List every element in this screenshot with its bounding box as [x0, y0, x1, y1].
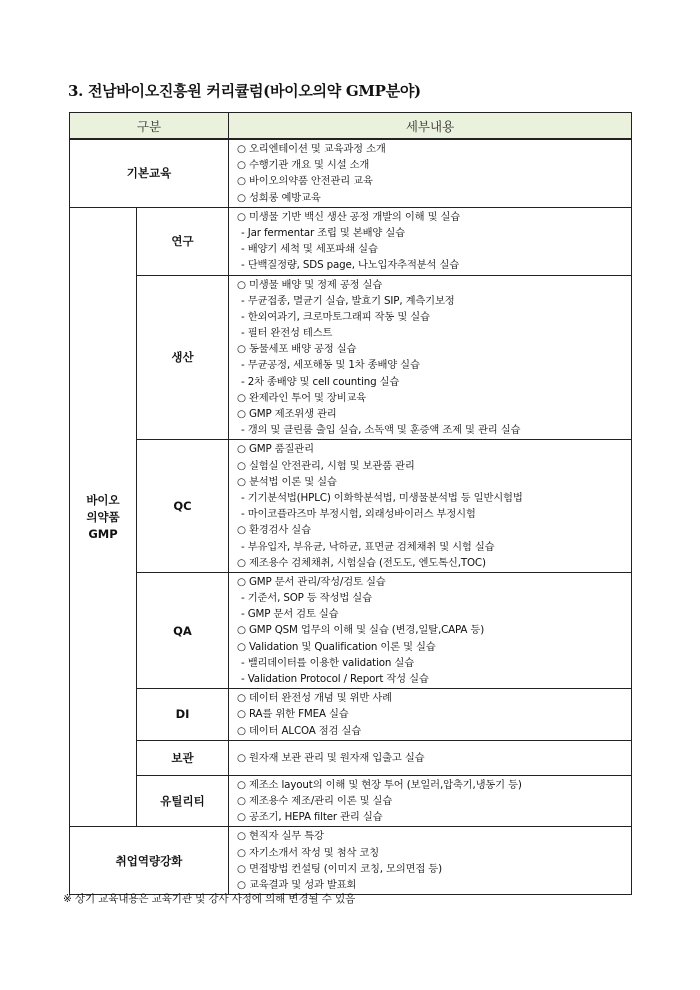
table-row — [70, 775, 632, 827]
list-item: ○ 미생물 기반 백신 생산 공정 개발의 이해 및 실습 — [237, 210, 461, 223]
list-item: ○ 완제라인 투어 및 장비교육 — [237, 391, 367, 404]
list-item: ○ RA를 위한 FMEA 실습 — [237, 708, 349, 721]
list-item: ○ Validation 및 Qualification 이론 및 실습 — [237, 640, 436, 653]
details-qa — [229, 572, 632, 688]
details-employment — [229, 827, 632, 895]
sub-item: - 기기분석법(HPLC) 이화학분석법, 미생물분석법 등 일반시험법 — [241, 491, 523, 504]
sub-item: - 기준서, SOP 등 작성법 실습 — [241, 592, 372, 605]
sub-item: - 2차 종배양 및 cell counting 실습 — [241, 375, 400, 388]
list-item: ○ 실험실 안전관리, 시험 및 보관품 관리 — [237, 459, 415, 472]
section-title: 3. 전남바이오진흥원 커리큘럼(바이오의약 GMP분야) — [68, 82, 421, 100]
subcategory-di: DI — [137, 689, 229, 741]
list-item: ○ 수행기관 개요 및 시설 소개 — [237, 159, 370, 172]
header-category: 구분 — [70, 113, 229, 140]
list-item: ○ 원자재 보관 관리 및 원자재 입출고 실습 — [237, 751, 425, 764]
list-item: ○ 제조용수 제조/관리 이론 및 실습 — [237, 794, 393, 807]
sub-item: - Jar fermentar 조립 및 본배양 실습 — [241, 226, 405, 239]
sub-item: - Validation Protocol / Report 작성 실습 — [241, 673, 429, 685]
sub-item: - 밸리데이터를 이용한 validation 실습 — [241, 656, 415, 669]
list-item: ○ 공조기, HEPA filter 관리 실습 — [237, 811, 383, 824]
details-research — [229, 207, 632, 275]
sub-item: - 단백질정량, SDS page, 나노입자추적분석 실습 — [241, 259, 460, 272]
group-label-line: 의약품 — [86, 509, 120, 524]
subcategory-qa: QA — [137, 572, 229, 688]
list-item: ○ 오리엔테이션 및 교육과정 소개 — [237, 143, 386, 155]
subcategory-production: 생산 — [137, 275, 229, 440]
sub-item: - 배양기 세척 및 세포파쇄 실습 — [241, 243, 378, 256]
sub-item: - 무균접종, 멸균기 실습, 발효기 SIP, 계측기보정 — [241, 294, 455, 307]
list-item: ○ 동물세포 배양 공정 실습 — [237, 343, 357, 356]
table-row — [70, 440, 632, 573]
subcategory-qc: QC — [137, 440, 229, 573]
group-label-line: 바이오 — [86, 492, 120, 507]
list-item: ○ 분석법 이론 및 실습 — [237, 475, 337, 488]
list-item: ○ GMP 문서 관리/작성/검토 실습 — [237, 575, 386, 588]
list-item: ○ 데이터 ALCOA 점검 실습 — [237, 724, 362, 737]
details-basic — [229, 139, 632, 207]
details-utility — [229, 775, 632, 827]
category-basic: 기본교육 — [70, 139, 229, 207]
list-item: ○ 면접방법 컨설팅 (이미지 코칭, 모의면접 등) — [237, 862, 442, 875]
table-row — [70, 275, 632, 440]
sub-item: - 부유입자, 부유균, 낙하균, 표면균 검체채취 및 시험 실습 — [241, 540, 495, 553]
list-item: ○ 제조소 layout의 이해 및 현장 투어 (보일러,압축기,냉동기 등) — [237, 778, 522, 791]
details-storage — [229, 740, 632, 775]
subcategory-research: 연구 — [137, 207, 229, 275]
category-biopharma-gmp — [70, 207, 137, 827]
list-item: ○ 데이터 완전성 개념 및 위반 사례 — [237, 692, 392, 705]
table-row — [70, 740, 632, 775]
table-row — [70, 689, 632, 741]
list-item: ○ 자기소개서 작성 및 첨삭 코칭 — [237, 846, 380, 859]
table-header-row — [70, 113, 632, 140]
category-employment: 취업역량강화 — [70, 827, 229, 895]
subcategory-storage: 보관 — [137, 740, 229, 775]
list-item: ○ 교육결과 및 성과 발표회 — [237, 878, 357, 891]
sub-item: - 마이코플라즈마 부정시험, 외래성바이러스 부정시험 — [241, 508, 476, 521]
header-details: 세부내용 — [229, 113, 632, 140]
list-item: ○ 바이오의약품 안전관리 교육 — [237, 175, 373, 188]
list-item: ○ 미생물 배양 및 정제 공정 실습 — [237, 278, 383, 291]
table-row — [70, 139, 632, 207]
details-production — [229, 275, 632, 440]
sub-item: - 무균공정, 세포해동 및 1차 종배양 실습 — [241, 359, 420, 372]
table-row — [70, 207, 632, 275]
sub-item: - 한외여과기, 크로마토그래피 작동 및 실습 — [241, 310, 430, 323]
sub-item: - 필터 완전성 테스트 — [241, 327, 333, 340]
list-item: ○ 현직자 실무 특강 — [237, 830, 324, 843]
group-label-line: GMP — [88, 526, 118, 541]
table-row — [70, 827, 632, 895]
table-row — [70, 572, 632, 688]
list-item: ○ 환경검사 실습 — [237, 524, 311, 537]
sub-item: - 갱의 및 클린룸 출입 실습, 소독액 및 훈증액 조제 및 관리 실습 — [241, 424, 521, 437]
list-item: ○ GMP 품질관리 — [237, 443, 314, 456]
curriculum-table — [69, 112, 632, 895]
list-item: ○ GMP QSM 업무의 이해 및 실습 (변경,일탈,CAPA 등) — [237, 624, 485, 637]
sub-item: - GMP 문서 검토 실습 — [241, 608, 339, 621]
list-item: ○ 성희롱 예방교육 — [237, 191, 321, 204]
subcategory-utility: 유틸리티 — [137, 775, 229, 827]
list-item: ○ GMP 제조위생 관리 — [237, 408, 337, 420]
list-item: ○ 제조용수 검체채취, 시험실습 (전도도, 엔도톡신,TOC) — [237, 556, 486, 569]
details-di — [229, 689, 632, 741]
footnote: ※ 상기 교육내용은 교육기관 및 강사 사정에 의해 변경될 수 있음 — [63, 893, 356, 905]
details-qc — [229, 440, 632, 573]
